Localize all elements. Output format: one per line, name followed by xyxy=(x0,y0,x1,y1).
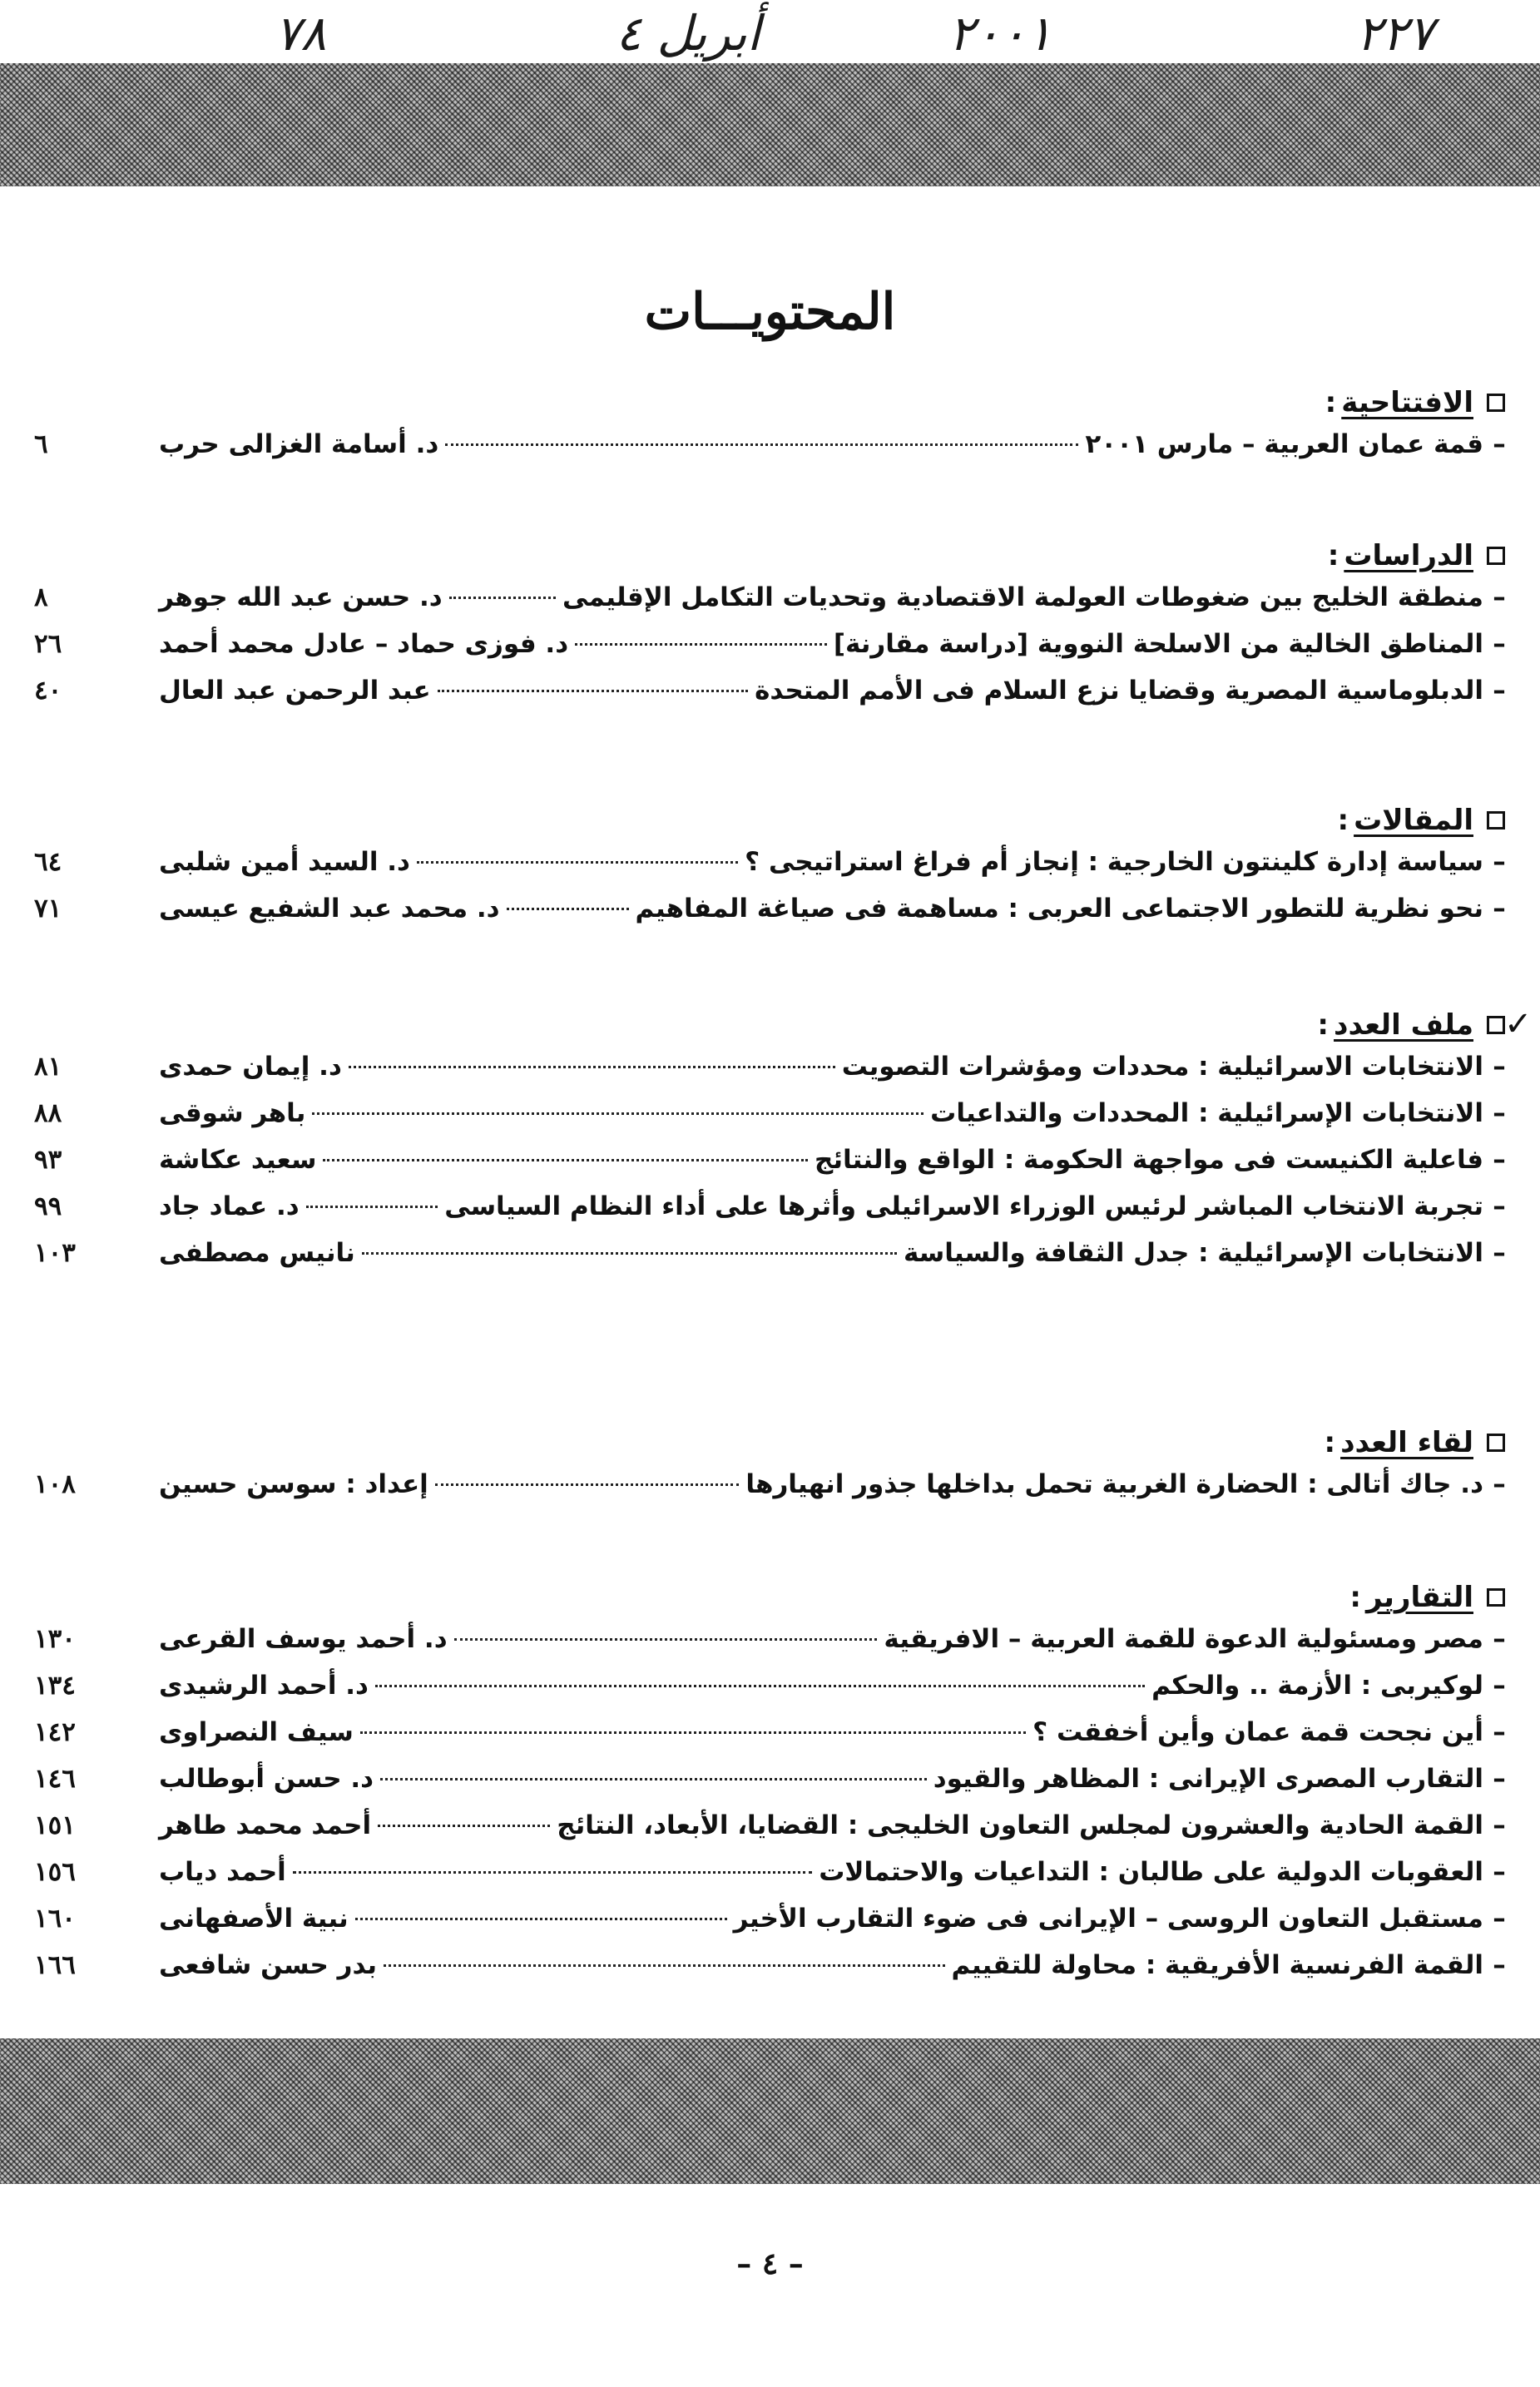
dot-leader xyxy=(349,1066,835,1068)
entry-author: د. أحمد يوسف القرعى xyxy=(159,1624,448,1654)
entry-page-number: ٤٠ xyxy=(34,676,62,706)
toc-entry[interactable]: – تجربة الانتخاب المباشر لرئيس الوزراء الاسرائيلى وأثرها على أداء النظام السياسى د. عماد جاد ٩٩ xyxy=(26,1183,1515,1230)
entry-author: أحمد دياب xyxy=(159,1857,286,1887)
checkbox-square-icon xyxy=(1487,1588,1505,1607)
entry-author: نانيس مصطفى xyxy=(159,1238,355,1268)
section-heading: الدراسات : xyxy=(26,537,1515,574)
toc-entry[interactable]: – القمة الفرنسية الأفريقية : محاولة للتقييم بدر حسن شافعى ١٦٦ xyxy=(26,1942,1515,1988)
section-label: التقارير xyxy=(1365,1581,1473,1614)
dot-leader xyxy=(417,861,738,864)
dot-leader xyxy=(384,1964,944,1967)
entry-page-number: ٢٦ xyxy=(34,629,62,659)
dot-leader xyxy=(445,443,1078,446)
toc-entry[interactable]: – أين نجحت قمة عمان وأين أخفقت ؟ سيف النصراوى ١٤٢ xyxy=(26,1709,1515,1756)
dot-leader xyxy=(378,1825,550,1827)
section-heading: الافتتاحية : xyxy=(26,384,1515,421)
entry-title: د. جاك أتالى : الحضارة الغربية تحمل بداخلها جذور انهيارها xyxy=(745,1469,1483,1499)
handwritten-note: أبريل ٤ xyxy=(616,5,760,62)
section-label: الافتتاحية xyxy=(1341,386,1473,419)
section-label: المقالات xyxy=(1354,804,1473,837)
toc-entry[interactable]: – لوكيربى : الأزمة .. والحكم د. أحمد الرشيدى ١٣٤ xyxy=(26,1662,1515,1709)
dot-leader xyxy=(575,643,827,646)
dot-leader xyxy=(380,1778,927,1780)
section-issue-file xyxy=(26,1007,1515,1276)
dot-leader xyxy=(375,1685,1145,1687)
entry-author: سيف النصراوى xyxy=(159,1717,354,1747)
toc-entry[interactable]: – نحو نظرية للتطور الاجتماعى العربى : مساهمة فى صياغة المفاهيم د. محمد عبد الشفيع عيسى ٧١ xyxy=(26,885,1515,932)
dot-leader xyxy=(360,1731,1026,1734)
entry-author: د. حسن أبوطالب xyxy=(159,1764,374,1794)
section-label: ملف العدد xyxy=(1334,1008,1473,1042)
entry-author: سعيد عكاشة xyxy=(159,1145,317,1175)
toc-entry[interactable]: – د. جاك أتالى : الحضارة الغربية تحمل بداخلها جذور انهيارها إعداد : سوسن حسين ١٠٨ xyxy=(26,1461,1515,1508)
entry-title: القمة الفرنسية الأفريقية : محاولة للتقييم xyxy=(951,1950,1483,1980)
toc-entry[interactable]: – الانتخابات الإسرائيلية : المحددات والتداعيات باهر شوقى ٨٨ xyxy=(26,1090,1515,1137)
handwritten-note: ٢٢٧ xyxy=(1356,5,1434,62)
entry-author: إعداد : سوسن حسين xyxy=(159,1469,428,1499)
section-label: الدراسات xyxy=(1344,539,1473,572)
entry-title: مصر ومسئولية الدعوة للقمة العربية – الافريقية xyxy=(884,1624,1483,1654)
dot-leader xyxy=(438,690,748,692)
toc-entry[interactable]: – مستقبل التعاون الروسى – الإيرانى فى ضوء التقارب الأخير نبية الأصفهانى ١٦٠ xyxy=(26,1895,1515,1942)
entry-page-number: ٧١ xyxy=(34,894,62,924)
dot-leader xyxy=(435,1483,740,1486)
entry-title: تجربة الانتخاب المباشر لرئيس الوزراء الاسرائيلى وأثرها على أداء النظام السياسى xyxy=(444,1191,1483,1221)
entry-title: نحو نظرية للتطور الاجتماعى العربى : مساهمة فى صياغة المفاهيم xyxy=(635,894,1483,924)
dot-leader xyxy=(323,1159,808,1161)
checkbox-square-icon xyxy=(1487,1016,1505,1034)
entry-author: عبد الرحمن عبد العال xyxy=(159,676,431,706)
section-heading: التقارير : xyxy=(26,1579,1515,1616)
entry-page-number: ١٥١ xyxy=(34,1810,76,1840)
section-issue-interview xyxy=(26,1424,1515,1508)
entry-title: المناطق الخالية من الاسلحة النووية [دراسة مقارنة] xyxy=(833,629,1483,659)
entry-author: د. أحمد الرشيدى xyxy=(159,1671,369,1701)
entry-title: سياسة إدارة كلينتون الخارجية : إنجاز أم فراغ استراتيجى ؟ xyxy=(745,847,1483,877)
checkbox-square-icon xyxy=(1487,394,1505,412)
entry-title: منطقة الخليج بين ضغوطات العولمة الاقتصادية وتحديات التكامل الإقليمى xyxy=(562,582,1483,612)
section-heading: ملف العدد : xyxy=(26,1007,1515,1043)
entry-page-number: ١٦٠ xyxy=(34,1904,76,1934)
entry-title: التقارب المصرى الإيرانى : المظاهر والقيود xyxy=(933,1764,1483,1794)
entry-title: مستقبل التعاون الروسى – الإيرانى فى ضوء التقارب الأخير xyxy=(733,1904,1483,1934)
entry-page-number: ١٠٣ xyxy=(34,1238,76,1268)
entry-author: د. حسن عبد الله جوهر xyxy=(159,582,443,612)
entry-author: د. عماد جاد xyxy=(159,1191,300,1221)
section-reports xyxy=(26,1579,1515,1988)
checkbox-square-icon xyxy=(1487,811,1505,830)
toc-entry[interactable]: – مصر ومسئولية الدعوة للقمة العربية – الافريقية د. أحمد يوسف القرعى ١٣٠ xyxy=(26,1616,1515,1662)
entry-author: د. إيمان حمدى xyxy=(159,1052,342,1082)
toc-entry[interactable]: – فاعلية الكنيست فى مواجهة الحكومة : الواقع والنتائج سعيد عكاشة ٩٣ xyxy=(26,1137,1515,1183)
entry-page-number: ١٥٦ xyxy=(34,1857,76,1887)
entry-title: لوكيربى : الأزمة .. والحكم xyxy=(1151,1671,1483,1701)
entry-page-number: ١٣٤ xyxy=(34,1671,76,1701)
entry-title: القمة الحادية والعشرون لمجلس التعاون الخليجى : القضايا، الأبعاد، النتائج xyxy=(557,1810,1483,1840)
toc-entry[interactable]: – الدبلوماسية المصرية وقضايا نزع السلام فى الأمم المتحدة عبد الرحمن عبد العال ٤٠ xyxy=(26,667,1515,714)
toc-entry[interactable]: – العقوبات الدولية على طالبان : التداعيات والاحتمالات أحمد دياب ١٥٦ xyxy=(26,1849,1515,1895)
entry-page-number: ٨ xyxy=(34,582,48,612)
section-articles xyxy=(26,802,1515,932)
entry-title: أين نجحت قمة عمان وأين أخفقت ؟ xyxy=(1032,1717,1483,1747)
entry-page-number: ١٤٢ xyxy=(34,1717,76,1747)
dot-leader xyxy=(449,597,556,599)
entry-author: د. فوزى حماد – عادل محمد أحمد xyxy=(159,629,569,659)
dot-leader xyxy=(355,1918,727,1920)
section-label: لقاء العدد xyxy=(1340,1426,1473,1459)
dot-leader xyxy=(362,1252,897,1255)
section-editorial xyxy=(26,384,1515,468)
entry-title: فاعلية الكنيست فى مواجهة الحكومة : الواقع والنتائج xyxy=(815,1145,1483,1175)
toc-entry[interactable]: – القمة الحادية والعشرون لمجلس التعاون الخليجى : القضايا، الأبعاد، النتائج أحمد محمد طاهر ١٥١ xyxy=(26,1802,1515,1849)
entry-page-number: ٩٣ xyxy=(34,1145,62,1175)
entry-page-number: ١٠٨ xyxy=(34,1469,76,1499)
entry-title: الانتخابات الإسرائيلية : المحددات والتداعيات xyxy=(930,1098,1483,1128)
dot-leader xyxy=(306,1206,438,1208)
entry-title: قمة عمان العربية – مارس ٢٠٠١ xyxy=(1085,429,1483,459)
toc-entry[interactable]: – منطقة الخليج بين ضغوطات العولمة الاقتصادية وتحديات التكامل الإقليمى د. حسن عبد الله جوهر ٨ xyxy=(26,574,1515,621)
entry-page-number: ٨٨ xyxy=(34,1098,62,1128)
handwritten-note: ٢٠٠١ xyxy=(948,5,1052,62)
entry-author: د. السيد أمين شلبى xyxy=(159,847,410,877)
handwritten-check-icon: ✓ xyxy=(1504,1005,1533,1043)
entry-title: الانتخابات الاسرائيلية : محددات ومؤشرات التصويت xyxy=(841,1052,1483,1082)
entry-page-number: ١٣٠ xyxy=(34,1624,76,1654)
entry-page-number: ٦ xyxy=(34,429,48,459)
entry-title: الدبلوماسية المصرية وقضايا نزع السلام فى الأمم المتحدة xyxy=(755,676,1483,706)
handwritten-note: ٧٨ xyxy=(275,5,327,62)
entry-author: باهر شوقى xyxy=(159,1098,306,1128)
section-heading: لقاء العدد : xyxy=(26,1424,1515,1461)
checkbox-square-icon xyxy=(1487,547,1505,565)
entry-author: د. أسامة الغزالى حرب xyxy=(159,429,439,459)
checkbox-square-icon xyxy=(1487,1434,1505,1452)
entry-page-number: ١٦٦ xyxy=(34,1950,76,1980)
section-heading: المقالات : xyxy=(26,802,1515,839)
toc-entry[interactable]: – التقارب المصرى الإيرانى : المظاهر والقيود د. حسن أبوطالب ١٤٦ xyxy=(26,1756,1515,1802)
entry-page-number: ٨١ xyxy=(34,1052,62,1082)
section-studies xyxy=(26,537,1515,714)
top-hatched-band xyxy=(0,63,1540,186)
entry-author: أحمد محمد طاهر xyxy=(159,1810,372,1840)
entry-page-number: ٦٤ xyxy=(34,847,62,877)
toc-entry[interactable]: – الانتخابات الإسرائيلية : جدل الثقافة والسياسة نانيس مصطفى ١٠٣ xyxy=(26,1230,1515,1276)
entry-page-number: ١٤٦ xyxy=(34,1764,76,1794)
entry-author: د. محمد عبد الشفيع عيسى xyxy=(159,894,500,924)
handwritten-annotations xyxy=(0,0,1540,67)
entry-title: العقوبات الدولية على طالبان : التداعيات والاحتمالات xyxy=(819,1857,1483,1887)
entry-title: الانتخابات الإسرائيلية : جدل الثقافة والسياسة xyxy=(903,1238,1483,1268)
entry-author: نبية الأصفهانى xyxy=(159,1904,349,1934)
entry-page-number: ٩٩ xyxy=(34,1191,62,1221)
page-title: المحتويـــات xyxy=(644,283,896,342)
toc-entry[interactable]: – سياسة إدارة كلينتون الخارجية : إنجاز أم فراغ استراتيجى ؟ د. السيد أمين شلبى ٦٤ xyxy=(26,839,1515,885)
dot-leader xyxy=(507,908,629,910)
entry-author: بدر حسن شافعى xyxy=(159,1950,378,1980)
dot-leader xyxy=(454,1638,878,1641)
dot-leader xyxy=(293,1871,812,1874)
toc-entry[interactable]: – المناطق الخالية من الاسلحة النووية [دراسة مقارنة] د. فوزى حماد – عادل محمد أحمد ٢٦ xyxy=(26,621,1515,667)
dot-leader xyxy=(312,1112,924,1115)
page-number-footer: – ٤ – xyxy=(736,2246,804,2281)
toc-entry[interactable]: – الانتخابات الاسرائيلية : محددات ومؤشرات التصويت د. إيمان حمدى ٨١ xyxy=(26,1043,1515,1090)
toc-entry[interactable]: – قمة عمان العربية – مارس ٢٠٠١ د. أسامة الغزالى حرب ٦ xyxy=(26,421,1515,468)
bottom-hatched-band xyxy=(0,2038,1540,2184)
